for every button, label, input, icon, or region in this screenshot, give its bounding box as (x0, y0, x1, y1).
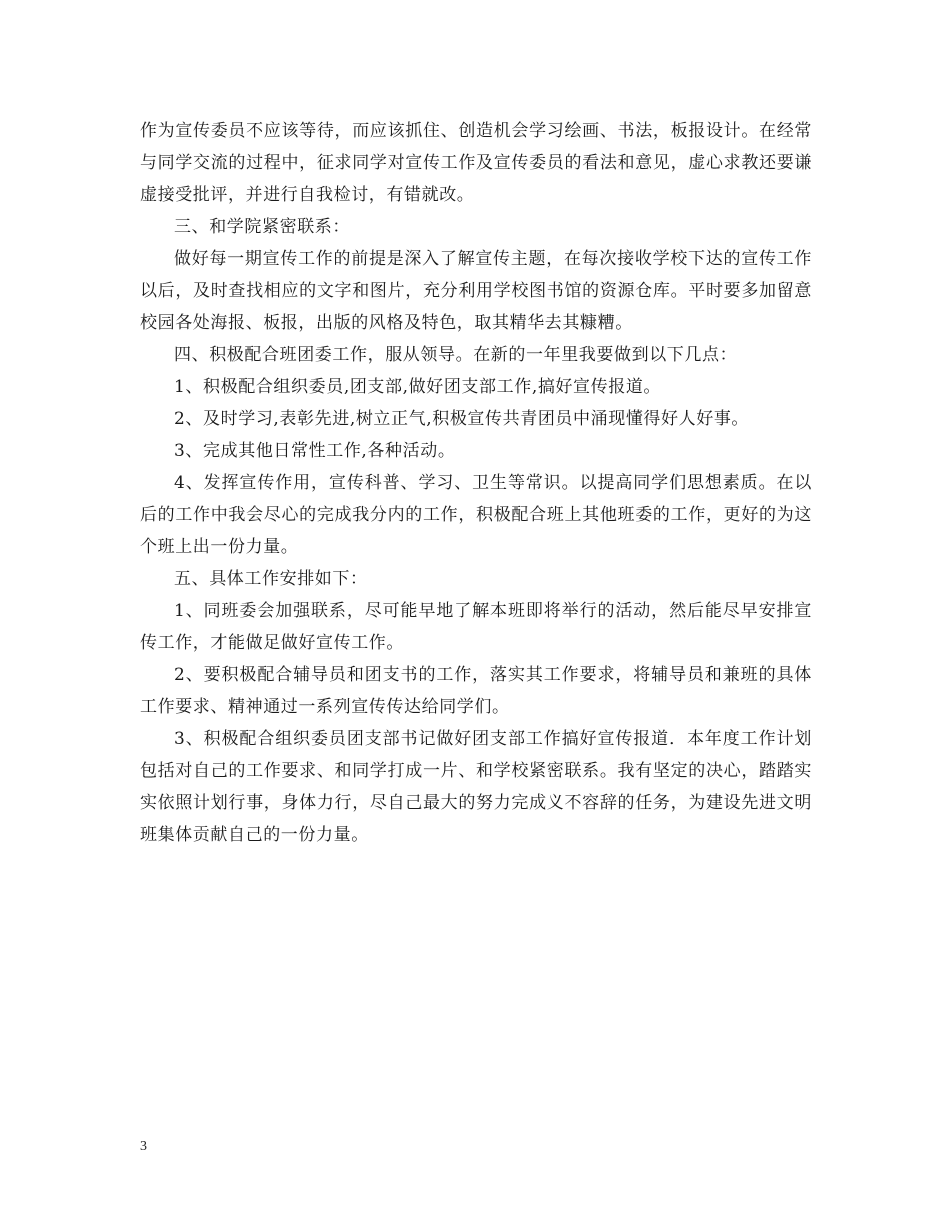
body-paragraph: 2、要积极配合辅导员和团支书的工作，落实其工作要求，将辅导员和兼班的具体工作要求、精神通过一系列宣传传达给同学们。 (140, 665, 812, 717)
body-paragraph: 3、积极配合组织委员团支部书记做好团支部工作搞好宣传报道．本年度工作计划包括对自己的工作要求、和同学打成一片、和学校紧密联系。我有坚定的决心，踏踏实实依照计划行事，身体力行，尽自己最大的努力完成义不容辞的任务，为建设先进文明班集体贡献自己的一份力量。 (140, 729, 812, 845)
body-paragraph: 3、完成其他日常性工作,各种活动。 (174, 441, 456, 461)
body-paragraph: 1、积极配合组织委员,团支部,做好团支部工作,搞好宣传报道。 (174, 377, 662, 397)
body-paragraph: 作为宣传委员不应该等待，而应该抓住、创造机会学习绘画、书法，板报设计。在经常与同学交流的过程中，征求同学对宣传工作及宣传委员的看法和意见，虚心求教还要谦虚接受批评，并进行自我检讨，有错就改。 (140, 121, 812, 205)
document-body (140, 115, 812, 851)
body-paragraph: 4、发挥宣传作用，宣传科普、学习、卫生等常识。以提高同学们思想素质。在以后的工作中我会尽心的完成我分内的工作，积极配合班上其他班委的工作，更好的为这个班上出一份力量。 (140, 473, 812, 557)
body-paragraph: 做好每一期宣传工作的前提是深入了解宣传主题，在每次接收学校下达的宣传工作以后，及时查找相应的文字和图片，充分利用学校图书馆的资源仓库。平时要多加留意校园各处海报、板报，出版的风格及特色，取其精华去其糠糟。 (140, 249, 812, 333)
body-paragraph: 五、具体工作安排如下： (174, 569, 368, 589)
body-paragraph: 1、同班委会加强联系，尽可能早地了解本班即将举行的活动，然后能尽早安排宣传工作，才能做足做好宣传工作。 (140, 601, 812, 653)
body-paragraph: 2、及时学习,表彰先进,树立正气,积极宣传共青团员中涌现懂得好人好事。 (174, 409, 750, 429)
body-paragraph: 四、积极配合班团委工作，服从领导。在新的一年里我要做到以下几点： (174, 345, 738, 365)
page-number: 3 (140, 1139, 147, 1154)
body-paragraph: 三、和学院紧密联系： (174, 217, 350, 237)
